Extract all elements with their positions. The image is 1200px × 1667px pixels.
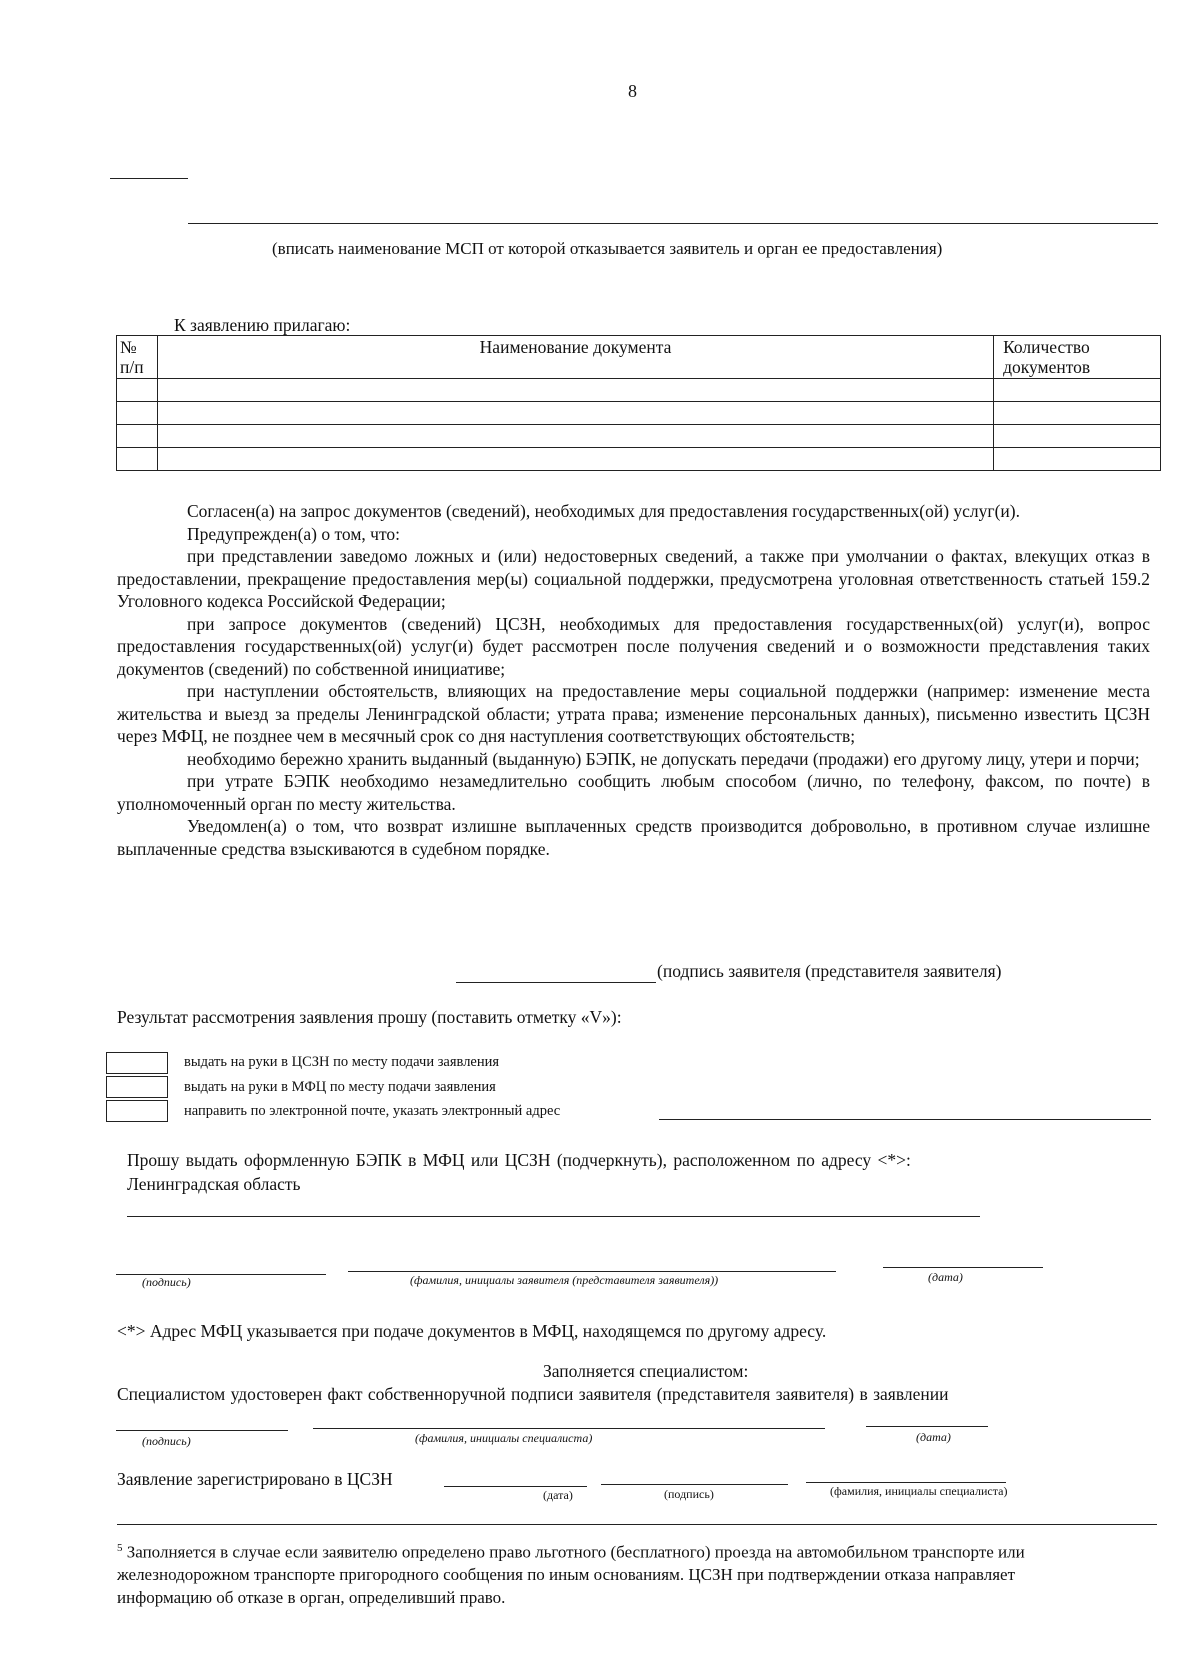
footnote-separator	[117, 1524, 1157, 1525]
registered-sign-label: (подпись)	[664, 1487, 714, 1501]
table-cell[interactable]	[117, 425, 158, 448]
address-note: <*> Адрес МФЦ указывается при подаче документов в МФЦ, находящемся по другому адресу.	[117, 1321, 827, 1341]
option-checkbox-mfc[interactable]	[106, 1076, 168, 1098]
registered-text: Заявление зарегистрировано в ЦСЗН	[117, 1469, 393, 1489]
applicant-signature-caption: (подпись заявителя (представителя заявителя)	[657, 961, 1002, 981]
table-cell[interactable]	[157, 379, 993, 402]
issue-request: Прошу выдать оформленную БЭПК в МФЦ или ЦСЗН (подчеркнуть), расположенном по адресу <*>:	[127, 1150, 911, 1170]
attach-intro: К заявлению прилагаю:	[174, 315, 351, 335]
registered-date-line[interactable]	[444, 1486, 587, 1487]
table-cell[interactable]	[157, 402, 993, 425]
table-row	[117, 379, 1161, 402]
table-row	[117, 448, 1161, 471]
email-address-line[interactable]	[659, 1119, 1151, 1120]
table-cell[interactable]	[117, 448, 158, 471]
applicant-name-line[interactable]	[348, 1271, 836, 1272]
notice-refund: Уведомлен(а) о том, что возврат излишне выплаченных средств производится добровольно, в противном случае излишне выплаченные средства взыскиваются в судебном порядке.	[117, 816, 1150, 859]
table-header-row	[117, 336, 1161, 379]
specialist-text: Специалистом удостоверен факт собственноручной подписи заявителя (представителя заявителя) в заявлении	[117, 1384, 949, 1404]
applicant-name-label: (фамилия, инициалы заявителя (представителя заявителя))	[410, 1273, 719, 1287]
specialist-name-label: (фамилия, инициалы специалиста)	[415, 1431, 593, 1445]
table-row	[117, 425, 1161, 448]
footnote	[117, 1537, 1077, 1609]
applicant-date-label: (дата)	[928, 1270, 963, 1284]
specialist-fill-title: Заполняется специалистом:	[543, 1361, 749, 1381]
msp-caption: (вписать наименование МСП от которой отказывается заявитель и орган ее предоставления)	[272, 239, 943, 258]
option-label-cszn: выдать на руки в ЦСЗН по месту подачи заявления	[184, 1054, 500, 1070]
page-number: 8	[628, 81, 637, 101]
applicant-sign-label: (подпись)	[142, 1275, 191, 1289]
warning-request: при запросе документов (сведений) ЦСЗН, необходимых для предоставления государственных(ой) услуг(и), вопрос предоставления государственных(ой) услуг(и) будет рассмотрен после получения сведений и о возможности представления таких документов (сведений) по собственной инициативе;	[117, 613, 1150, 679]
table-cell[interactable]	[994, 448, 1161, 471]
footnote-text: Заполняется в случае если заявителю определено право льготного (бесплатного) проезда на автомобильном транспорте или железнодорожном транспорте пригородного сообщения по иным основаниям. ЦСЗН при подтверждении отказа направляет информацию об отказе в орган, определивший право.	[117, 1542, 1025, 1607]
registered-sign-line[interactable]	[601, 1484, 788, 1485]
address-line[interactable]	[127, 1216, 980, 1217]
warning-circumstances: при наступлении обстоятельств, влияющих на предоставление меры социальной поддержки (например: изменение места жительства и выезд за пределы Ленинградской области; утрата права; изменение персональных данных), письменно известить ЦСЗН через МФЦ, не позднее чем в месячный срок со дня наступления соответствующих обстоятельств;	[117, 681, 1150, 746]
option-checkbox-cszn[interactable]	[106, 1052, 168, 1074]
specialist-sign-label: (подпись)	[142, 1434, 191, 1448]
specialist-date-line[interactable]	[866, 1426, 988, 1427]
col-header-number: № п/п	[117, 336, 158, 379]
registered-date-label: (дата)	[543, 1488, 573, 1502]
consent-paragraph: Согласен(а) на запрос документов (сведений), необходимых для предоставления государственных(ой) услуг(и).	[187, 501, 1020, 521]
table-cell[interactable]	[994, 425, 1161, 448]
footnote-ref-line	[110, 178, 188, 179]
warning-intro: Предупрежден(а) о том, что:	[187, 523, 400, 544]
footnote-mark: 5	[117, 1542, 123, 1554]
option-checkbox-email[interactable]	[106, 1100, 168, 1122]
warning-keep-card: необходимо бережно хранить выданный (выданную) БЭПК, не допускать передачи (продажи) его другому лицу, утери и порчи;	[187, 748, 1140, 769]
table-cell[interactable]	[994, 379, 1161, 402]
warning-false-info: при представлении заведомо ложных и (или) недостоверных сведений, а также при умолчании о фактах, влекущих отказ в предоставлении, прекращение предоставления мер(ы) социальной поддержки, предусмотрена уголовная ответственность статьей 159.2 Уголовного кодекса Российской Федерации;	[117, 546, 1150, 611]
applicant-date-line[interactable]	[883, 1267, 1043, 1268]
specialist-name-line[interactable]	[313, 1428, 825, 1429]
table-cell[interactable]	[157, 425, 993, 448]
result-title: Результат рассмотрения заявления прошу (поставить отметку «V»):	[117, 1007, 622, 1027]
region-text: Ленинградская область	[127, 1174, 301, 1194]
registered-name-line[interactable]	[806, 1482, 1006, 1483]
specialist-sign-line[interactable]	[116, 1430, 288, 1431]
consent-block	[117, 500, 1150, 860]
option-label-mfc: выдать на руки в МФЦ по месту подачи заявления	[184, 1079, 496, 1095]
table-cell[interactable]	[117, 402, 158, 425]
table-cell[interactable]	[157, 448, 993, 471]
msp-name-line[interactable]	[188, 223, 1158, 224]
table-row	[117, 402, 1161, 425]
attachments-table	[116, 335, 1161, 471]
applicant-signature-line[interactable]	[456, 982, 656, 983]
warning-loss: при утрате БЭПК необходимо незамедлительно сообщить любым способом (лично, по телефону, факсом, по почте) в уполномоченный орган по месту жительства.	[117, 771, 1150, 814]
col-header-count: Количество документов	[994, 336, 1161, 379]
table-cell[interactable]	[117, 379, 158, 402]
registered-name-label: (фамилия, инициалы специалиста)	[830, 1484, 1008, 1498]
option-label-email: направить по электронной почте, указать электронный адрес	[184, 1103, 561, 1119]
col-header-doc-name: Наименование документа	[157, 336, 993, 379]
specialist-date-label: (дата)	[916, 1430, 951, 1444]
table-cell[interactable]	[994, 402, 1161, 425]
